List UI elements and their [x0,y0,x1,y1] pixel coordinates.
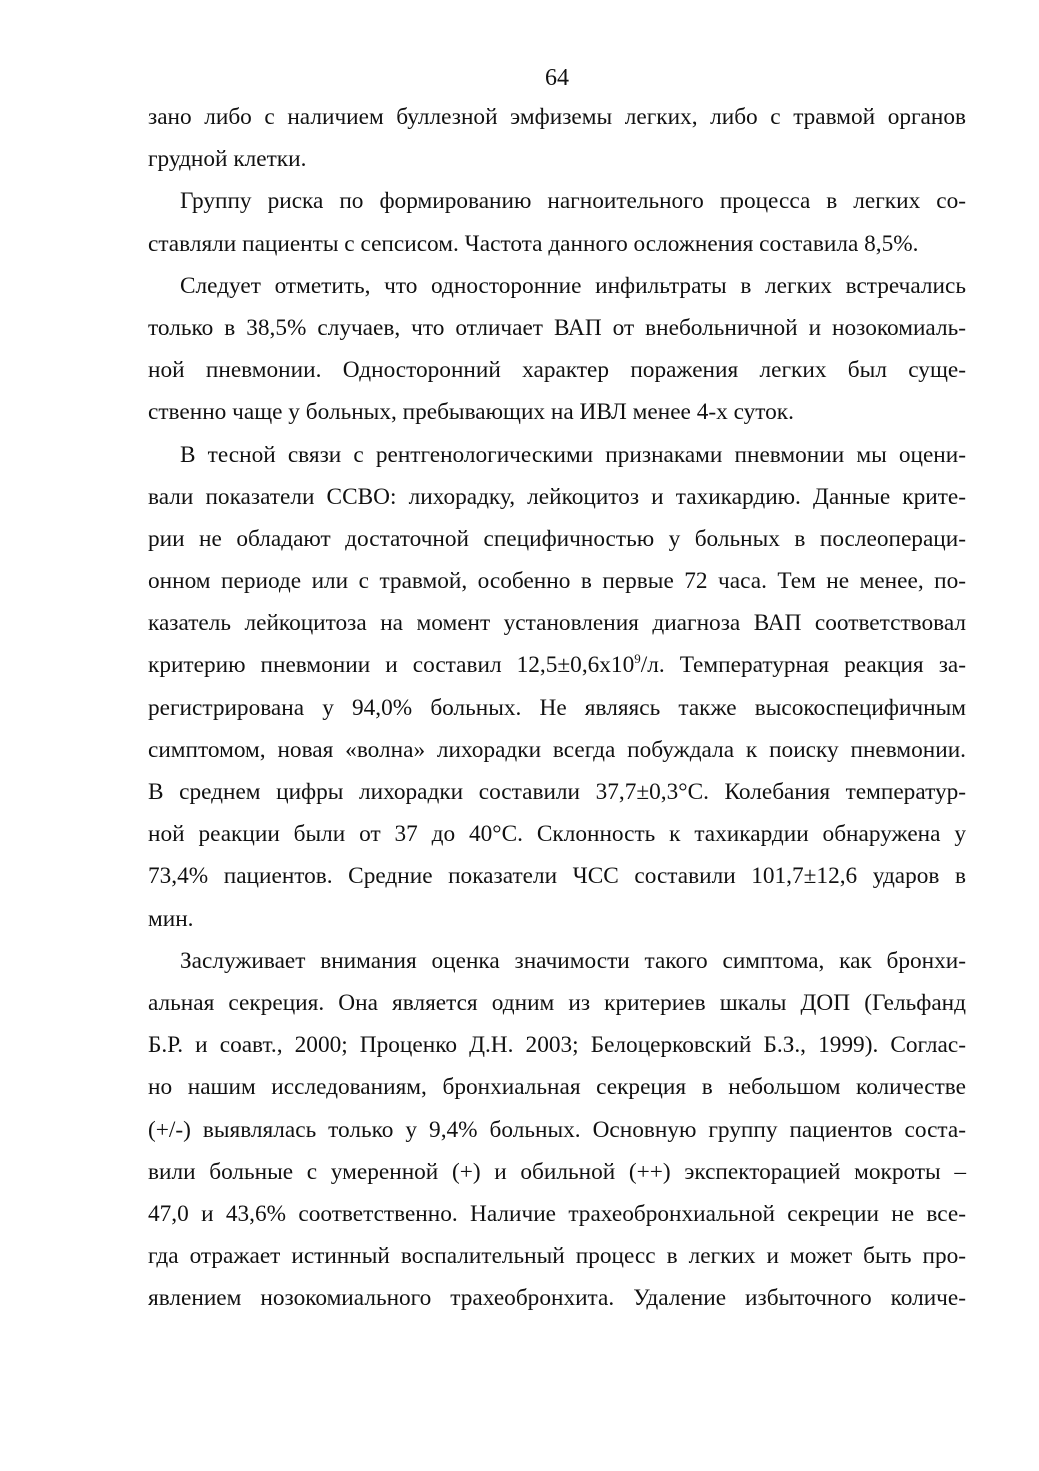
text-line: В тесной связи с рентгенологическими признаками пневмонии мы оцени- [180,441,966,468]
paragraph-2 [148,180,966,264]
text-line: ставляли пациенты с сепсисом. Частота данного осложнения составила 8,5%. [148,230,919,257]
paragraph-3 [148,265,966,434]
text-segment: /л. Температурная реакция за- [640,652,966,679]
paragraph-4 [148,434,966,940]
text-line: ной пневмонии. Односторонний характер поражения легких был суще- [148,357,966,384]
text-line: мин. [148,905,194,932]
text-line: рии не обладают достаточной специфичностью у больных в послеопераци- [148,525,966,552]
paragraph-1 [148,96,966,180]
text-line: вили больные с умеренной (+) и обильной (++) экспекторацией мокроты – [148,1158,966,1185]
text-line: зано либо с наличием буллезной эмфиземы легких, либо с травмой органов [148,104,966,130]
page-number: 64 [545,65,569,91]
text-line: вали показатели ССВО: лихорадку, лейкоцитоз и тахикардию. Данные крите- [148,483,966,510]
text-line: но нашим исследованиям, бронхиальная секреция в небольшом количестве [148,1074,966,1101]
text-line: альная секреция. Она является одним из критериев шкалы ДОП (Гельфанд [148,989,966,1016]
superscript: 9 [634,651,641,667]
text-line: 73,4% пациентов. Средние показатели ЧСС составили 101,7±12,6 ударов в [148,863,966,890]
paragraph-5 [148,940,966,1320]
text-line: грудной клетки. [148,146,307,173]
text-line: симптомом, новая «волна» лихорадки всегда побуждала к поиску пневмонии. [148,736,966,763]
text-line: ной реакции были от 37 до 40°С. Склонность к тахикардии обнаружена у [148,821,966,848]
text-line: 47,0 и 43,6% соответственно. Наличие трахеобронхиальной секреции не все- [148,1200,966,1227]
text-line: казатель лейкоцитоза на момент установления диагноза ВАП соответствовал [148,610,966,637]
text-line: Заслуживает внимания оценка значимости такого симптома, как бронхи- [180,947,966,974]
text-line: (+/-) выявлялась только у 9,4% больных. Основную группу пациентов соста- [148,1116,966,1143]
text-line: Б.Р. и соавт., 2000; Проценко Д.Н. 2003; Белоцерковский Б.З., 1999). Соглас- [148,1032,966,1059]
text-line: Группу риска по формированию нагноительного процесса в легких со- [180,188,966,215]
text-line: онном периоде или с травмой, особенно в первые 72 часа. Тем не менее, по- [148,568,966,595]
text-line: Следует отметить, что односторонние инфильтраты в легких встречались [180,272,966,299]
text-line: явлением нозокомиального трахеобронхита. Удаление избыточного количе- [148,1285,966,1312]
body-text [148,96,966,1319]
text-line: В среднем цифры лихорадки составили 37,7±0,3°С. Колебания температур- [148,779,966,805]
text-line: ственно чаще у больных, пребывающих на ИВЛ менее 4-х суток. [148,399,794,426]
text-segment: критерию пневмонии и составил 12,5±0,6х10 [148,652,635,679]
text-line: регистрирована у 94,0% больных. Не являясь также высокоспецифичным [148,694,966,721]
text-line: гда отражает истинный воспалительный процесс в легких и может быть про- [148,1243,966,1270]
text-line-with-superscript [148,644,966,686]
text-line: только в 38,5% случаев, что отличает ВАП от внебольничной и нозокомиаль- [148,314,966,341]
